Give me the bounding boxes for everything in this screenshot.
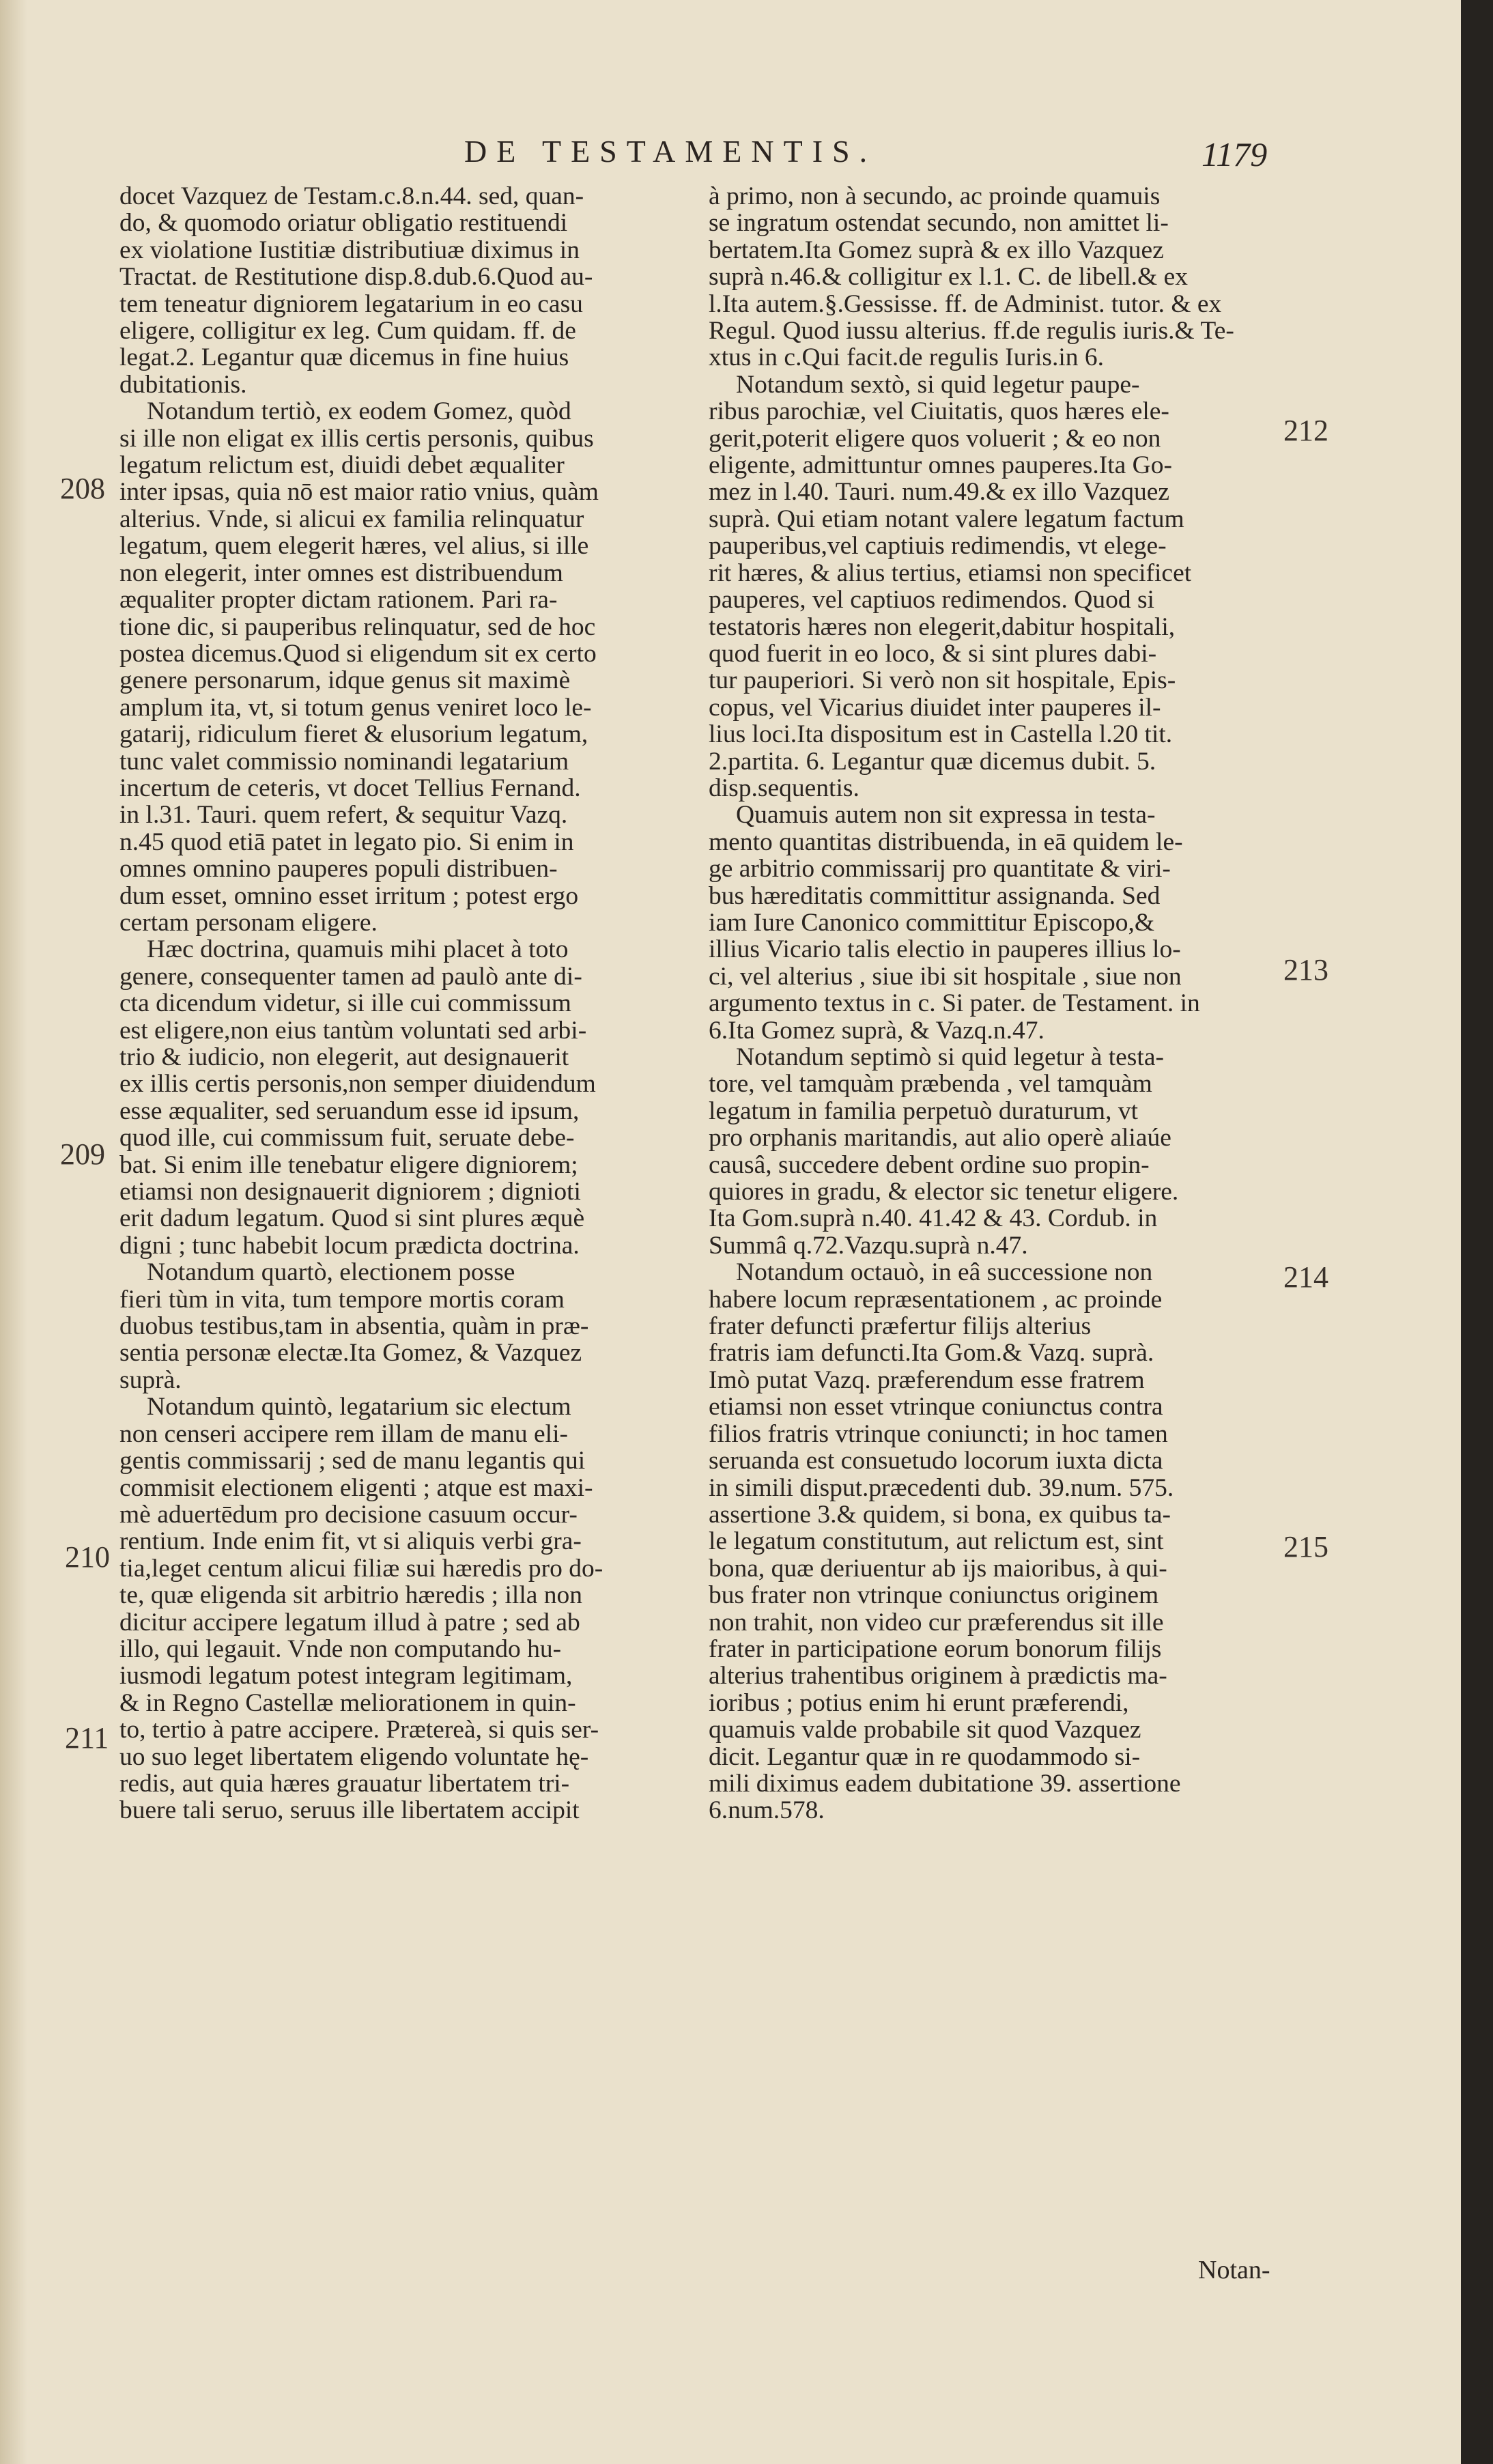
right-paragraph-2: Notandum sextò, si quid legetur paupe- ribus parochiæ, vel Ciuitatis, quos hæres ele- gerit,poterit eligere quos voluerit ; & eo non eligente, admittuntur omnes pauperes.Ita Go- mez in l.40. Tauri. num.49.& ex illo Vazquez suprà. Qui etiam notant valere legatum factum pauperibus,vel captiuis redimendis, vt elege- rit hæres, & alius tertius, etiamsi non specificet pauperes, vel captiuos redimendos. Quod si testatoris hæres non elegerit,dabitur hospitali, quod fuerit in eo loco, & si sint plures dabi- tur pauperiori. Si verò non sit hospitale, Epis- copus, vel Vicarius diuidet inter pauperes il- lius loci.Ita dispositum est in Castella l.20 tit. 2.partita. 6. Legantur quæ dicemus dubit. 5. disp.sequentis. bbox=[709, 370, 1192, 802]
margin-number-209: 209 bbox=[60, 1137, 105, 1171]
page-gutter-shadow bbox=[0, 0, 27, 2464]
page-number: 1179 bbox=[1201, 135, 1268, 173]
left-paragraph-5: Notandum quintò, legatarium sic electum non censeri accipere rem illam de manu eli- gentis commissarij ; sed de manu legantis qui commisit electionem eligenti ; atque est maxi- mè aduertēdum pro decisione casuum occur- rentium. Inde enim fit, vt si aliquis verbi gra- tia,leget centum alicui filiæ sui hæredis pro do- te, quæ eligenda sit arbitrio hæredis ; illa non dicitur accipere legatum illud à patre ; sed ab illo, qui legauit. Vnde non computando hu- iusmodi legatum potest integram legitimam, & in Regno Castellæ meliorationem in quin- to, tertio à patre accipere. Prætereà, si quis ser- uo suo leget libertatem eligendo voluntate hę- redis, aut quia hæres grauatur libertatem tri- buere tali seruo, seruus ille libertatem accipit bbox=[119, 1393, 603, 1825]
left-paragraph-2: Notandum tertiò, ex eodem Gomez, quòd si ille non eligat ex illis certis personis, quibus legatum relictum est, diuidi debet æqualiter inter ipsas, quia nō est maior ratio vnius, quàm alterius. Vnde, si alicui ex familia relinquatur legatum, quem elegerit hæres, vel alius, si ille non elegerit, inter omnes est distribuendum æqualiter propter dictam rationem. Pari ra- tione dic, si pauperibus relinquatur, sed de hoc postea dicemus.Quod si eligendum sit ex certo genere personarum, idque genus sit maximè amplum ita, vt, si totum genus veniret loco le- gatarij, ridiculum fieret & elusorium legatum, tunc valet commissio nominandi legatarium incertum de ceteris, vt docet Tellius Fernand. in l.31. Tauri. quem refert, & sequitur Vazq. n.45 quod etiā patet in legato pio. Si enim in omnes omnino pauperes populi distribuen- dum esset, omnino esset irritum ; potest ergo certam personam eligere. bbox=[119, 397, 599, 937]
margin-number-211: 211 bbox=[65, 1721, 109, 1755]
margin-number-212: 212 bbox=[1283, 414, 1328, 447]
left-paragraph-1: docet Vazquez de Testam.c.8.n.44. sed, quan- do, & quomodo oriatur obligatio restituendi ex violatione Iustitiæ distributiuæ diximus in Tractat. de Restitutione disp.8.dub.6.Quod au- tem teneatur digniorem legatarium in eo casu eligere, colligitur ex leg. Cum quidam. ff. de legat.2. Legantur quæ dicemus in fine huius dubitationis. bbox=[119, 182, 593, 399]
right-column bbox=[709, 183, 1297, 1824]
margin-number-214: 214 bbox=[1283, 1260, 1328, 1294]
margin-number-210: 210 bbox=[65, 1540, 110, 1574]
left-paragraph-4: Notandum quartò, electionem posse fieri tùm in vita, tum tempore mortis coram duobus testibus,tam in absentia, quàm in præ- sentia personæ electæ.Ita Gomez, & Vazquez suprà. bbox=[119, 1258, 589, 1394]
left-column bbox=[119, 183, 708, 1824]
catchword: Notan- bbox=[1198, 2256, 1270, 2284]
running-title: DE TESTAMENTIS. bbox=[464, 134, 877, 169]
right-paragraph-5: Notandum octauò, in eâ successione non habere locum repræsentationem , ac proinde frater defuncti præfertur filijs alterius fratris iam defuncti.Ita Gom.& Vazq. suprà. Imò putat Vazq. præferendum esse fratrem etiamsi non esset vtrinque coniunctus contra filios fratris vtrinque coniuncti; in hoc tamen seruanda est consuetudo locorum iuxta dicta in simili disput.præcedenti dub. 39.num. 575. assertione 3.& quidem, si bona, ex quibus ta- le legatum constitutum, aut relictum est, sint bona, quæ deriuentur ab ijs maioribus, à qui- bus frater non vtrinque coniunctus originem non trahit, non video cur præferendus sit ille frater in participatione eorum bonorum filijs alterius trahentibus originem à prædictis ma- ioribus ; potius enim hi erunt præferendi, quamuis valde probabile sit quod Vazquez dicit. Legantur quæ in re quodammodo si- mili diximus eadem dubitatione 39. assertione 6.num.578. bbox=[709, 1258, 1181, 1825]
left-paragraph-3: Hæc doctrina, quamuis mihi placet à toto genere, consequenter tamen ad paulò ante di- cta dicendum videtur, si ille cui commissum est eligere,non eius tantùm voluntati sed arbi- trio & iudicio, non elegerit, aut designauerit ex illis certis personis,non semper diuidendum esse æqualiter, sed seruandum esse id ipsum, quod ille, cui commissum fuit, seruate debe- bat. Si enim ille tenebatur eligere digniorem; etiamsi non designauerit digniorem ; dignioti erit dadum legatum. Quod si sint plures æquè digni ; tunc habebit locum prædicta doctrina. bbox=[119, 935, 596, 1260]
margin-number-215: 215 bbox=[1283, 1530, 1328, 1563]
right-paragraph-3: Quamuis autem non sit expressa in testa- mento quantitas distribuenda, in eā quidem le- ge arbitrio commissarij pro quantitate & viri- bus hæreditatis committitur assignanda. Sed iam Iure Canonico committitur Episcopo,& illius Vicario talis electio in pauperes illius lo- ci, vel alterius , siue ibi sit hospitale , siue non argumento textus in c. Si pater. de Testament. in 6.Ita Gomez suprà, & Vazq.n.47. bbox=[709, 801, 1200, 1045]
page-edge-shadow bbox=[1461, 0, 1493, 2464]
right-paragraph-1: à primo, non à secundo, ac proinde quamuis se ingratum ostendat secundo, non amittet li- bertatem.Ita Gomez suprà & ex illo Vazquez suprà n.46.& colligitur ex l.1. C. de libell.& ex l.Ita autem.§.Gessisse. ff. de Administ. tutor. & ex Regul. Quod iussu alterius. ff.de regulis iuris.& Te- xtus in c.Qui facit.de regulis Iuris.in 6. bbox=[709, 182, 1234, 372]
margin-number-213: 213 bbox=[1283, 953, 1328, 987]
margin-number-208: 208 bbox=[60, 472, 105, 505]
right-paragraph-4: Notandum septimò si quid legetur à testa- tore, vel tamquàm præbenda , vel tamquàm legatum in familia perpetuò duraturum, vt pro orphanis maritandis, aut alio operè aliaúe causâ, succedere debent ordine suo propin- quiores in gradu, & elector sic tenetur eligere. Ita Gom.suprà n.40. 41.42 & 43. Cordub. in Summâ q.72.Vazqu.suprà n.47. bbox=[709, 1043, 1179, 1260]
page-header bbox=[0, 133, 1461, 174]
